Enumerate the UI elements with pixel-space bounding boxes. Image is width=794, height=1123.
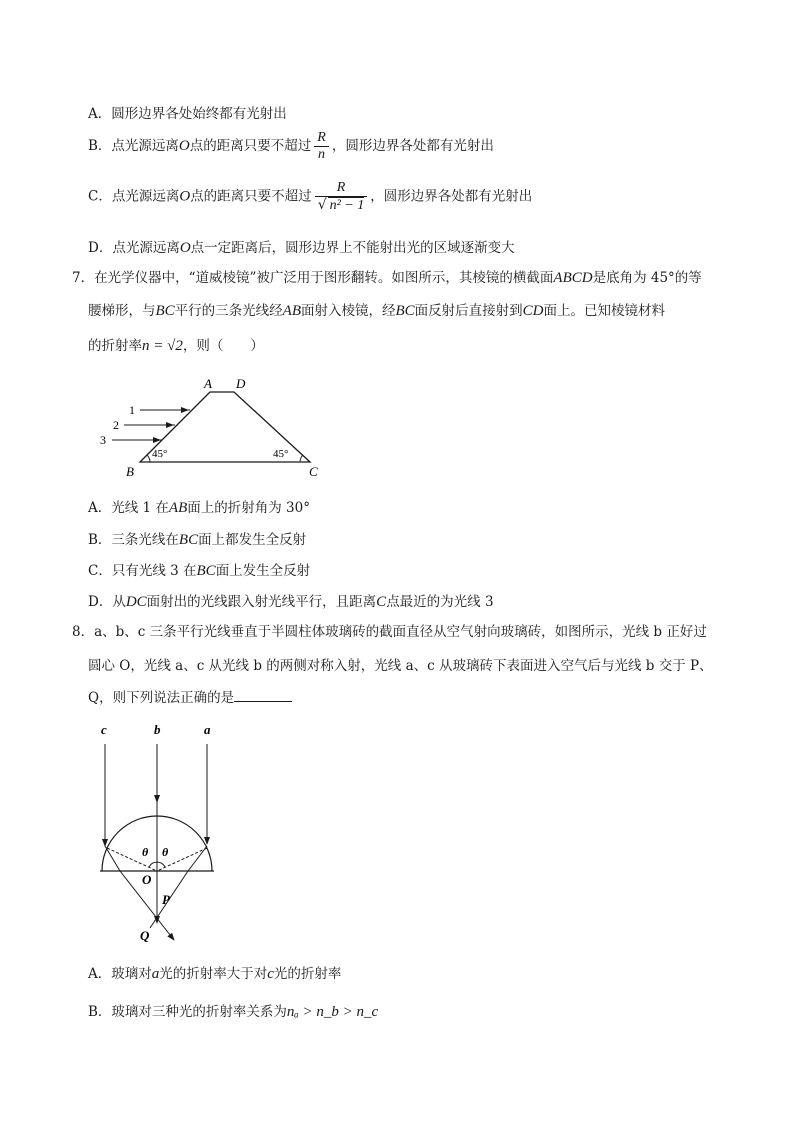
q7-d-b: 面射出的光线跟入射光线平行，且距离 xyxy=(146,594,377,610)
q6-d-suffix: 点一定距离后，圆形边界上不能射出光的区域逐渐变大 xyxy=(190,240,515,256)
q6-c-num: R xyxy=(315,180,368,197)
q7-line2-bc2: BC xyxy=(395,303,415,319)
q6-c-suffix: ，圆形边界各处都有光射出 xyxy=(370,188,533,205)
q8-line3: Q，则下列说法正确的是 xyxy=(88,690,235,706)
q7-dove-prism-figure xyxy=(88,372,338,482)
q6-c-den xyxy=(315,197,368,214)
label-c: C xyxy=(309,464,318,479)
label-ray-2: 2 xyxy=(113,418,119,432)
q6-d-point-o: O xyxy=(179,240,191,256)
label-theta-2: θ xyxy=(162,845,169,859)
sqrt-icon: √ xyxy=(317,197,327,213)
q7-line2-cd: CD xyxy=(522,303,544,319)
q7-line1-abcd: ABCD xyxy=(553,270,593,286)
q7-line2-a: 腰梯形，与 xyxy=(88,303,156,319)
q7-line2-d: 面反射后直接射到 xyxy=(414,303,523,319)
label-ray-3: 3 xyxy=(100,433,106,447)
q7-b-bc: BC xyxy=(178,532,199,548)
q7-d-d: 点最近的为光线 3 xyxy=(386,594,494,610)
label-o: O xyxy=(142,872,152,887)
q7-line3-b: ，则（ ） xyxy=(182,338,264,354)
q8-a-v1: a xyxy=(151,966,160,982)
q6-b-suffix: ，圆形边界各处都有光射出 xyxy=(331,138,494,154)
q6-c-point-o: O xyxy=(179,188,191,205)
q7-stem-line3 xyxy=(88,334,264,355)
q6-c-den-radicand: n² − 1 xyxy=(329,198,365,213)
q7-stem-line2 xyxy=(88,299,665,320)
label-b: B xyxy=(126,464,134,479)
q6-b-num: R xyxy=(314,130,329,147)
q7-line2-bc: BC xyxy=(155,303,175,319)
label-angle-c: 45° xyxy=(273,448,289,460)
q6-option-b xyxy=(88,130,494,163)
q7-stem-line1 xyxy=(72,266,702,287)
q8-stem-line3 xyxy=(88,686,292,706)
q7-a-ab: AB xyxy=(168,500,188,516)
q6-option-d xyxy=(88,236,515,257)
q7-a-b: 面上的折射角为 30° xyxy=(187,500,310,516)
q8-line2: 圆心 O，光线 a、c 从光线 b 的两侧对称入射，光线 a、c 从玻璃砖下表面进入空气后与光线 b 交于 P、 xyxy=(88,658,713,674)
q8-stem-line1 xyxy=(72,620,707,640)
q6-option-c xyxy=(88,180,532,214)
q8-b-relation: nₐ > n_b > n_c xyxy=(286,1004,379,1020)
q7-line3-a: 的折射率 xyxy=(88,338,142,354)
label-angle-b: 45° xyxy=(152,448,168,460)
q8-a-a: A．玻璃对 xyxy=(88,966,152,982)
q7-option-c xyxy=(88,559,310,580)
answer-blank[interactable] xyxy=(234,689,292,702)
q7-line1-b: 是底角为 45°的等 xyxy=(592,270,702,286)
angle-b-arc xyxy=(147,455,150,462)
q6-b-point-o: O xyxy=(178,138,190,154)
q8-a-v2: c xyxy=(267,966,274,982)
q7-d-dc: DC xyxy=(125,594,147,610)
q7-line2-c: 面射入棱镜，经 xyxy=(301,303,396,319)
q6-b-fraction xyxy=(314,130,329,163)
q6-option-a xyxy=(88,102,287,122)
q7-c-b: 面上发生全反射 xyxy=(215,563,311,579)
normal-c-dashed xyxy=(107,848,157,871)
label-ray-1: 1 xyxy=(129,403,135,417)
label-d: D xyxy=(236,376,246,391)
q7-option-b xyxy=(88,528,306,549)
q6-b-mid: 点的距离只要不超过 xyxy=(189,138,312,154)
q7-c-a: C．只有光线 3 在 xyxy=(88,563,197,579)
ray-a-inside xyxy=(188,846,207,871)
q7-line2-ab: AB xyxy=(282,303,301,319)
q8-option-a xyxy=(88,962,341,983)
q8-a-c: 光的折射率 xyxy=(273,966,342,982)
q7-b-b: 面上都发生全反射 xyxy=(198,532,307,548)
q6-b-prefix: B．点光源远离 xyxy=(88,138,179,154)
q6-c-mid: 点的距离只要不超过 xyxy=(190,188,312,205)
label-a: A xyxy=(204,376,212,391)
label-p: P xyxy=(162,892,170,907)
q7-option-a xyxy=(88,496,310,517)
label-theta-1: θ xyxy=(142,845,149,859)
angle-c-arc xyxy=(300,455,303,462)
label-q: Q xyxy=(140,928,150,943)
q7-b-a: B．三条光线在 xyxy=(88,532,179,548)
q8-option-b xyxy=(88,1000,378,1021)
q8-stem-line2 xyxy=(88,654,713,674)
q6-c-fraction xyxy=(315,180,368,214)
q8-semicircle-figure xyxy=(92,718,232,948)
label-ray-c: c xyxy=(101,722,107,737)
q6-b-den: n xyxy=(318,147,326,162)
q7-line1-a: 7．在光学仪器中，“道威棱镜”被广泛用于图形翻转。如图所示，其棱镜的横截面 xyxy=(72,270,554,286)
q7-a-a: A．光线 1 在 xyxy=(88,500,169,516)
q8-line1: 8．a、b、c 三条平行光线垂直于半圆柱体玻璃砖的截面直径从空气射向玻璃砖，如图所示，光线 b 正好过 xyxy=(72,624,707,640)
q7-refractive-index: n = √2 xyxy=(142,338,183,354)
ray-c-inside xyxy=(105,846,120,871)
q7-line2-e: 面上。已知棱镜材料 xyxy=(543,303,666,319)
q6-option-a-text: A．圆形边界各处始终都有光射出 xyxy=(88,106,287,122)
q7-option-d xyxy=(88,590,494,611)
q7-line2-b: 平行的三条光线经 xyxy=(174,303,283,319)
q6-d-prefix: D．点光源远离 xyxy=(88,240,180,256)
q6-c-prefix: C．点光源远离 xyxy=(88,188,180,205)
q7-c-bc: BC xyxy=(196,563,216,579)
q8-a-b: 光的折射率大于对 xyxy=(159,966,268,982)
q7-d-a: D．从 xyxy=(88,594,126,610)
label-ray-a: a xyxy=(204,722,211,737)
q8-b-a: B．玻璃对三种光的折射率关系为 xyxy=(88,1004,287,1020)
q7-d-c: C xyxy=(376,594,387,610)
label-ray-b: b xyxy=(154,722,161,737)
